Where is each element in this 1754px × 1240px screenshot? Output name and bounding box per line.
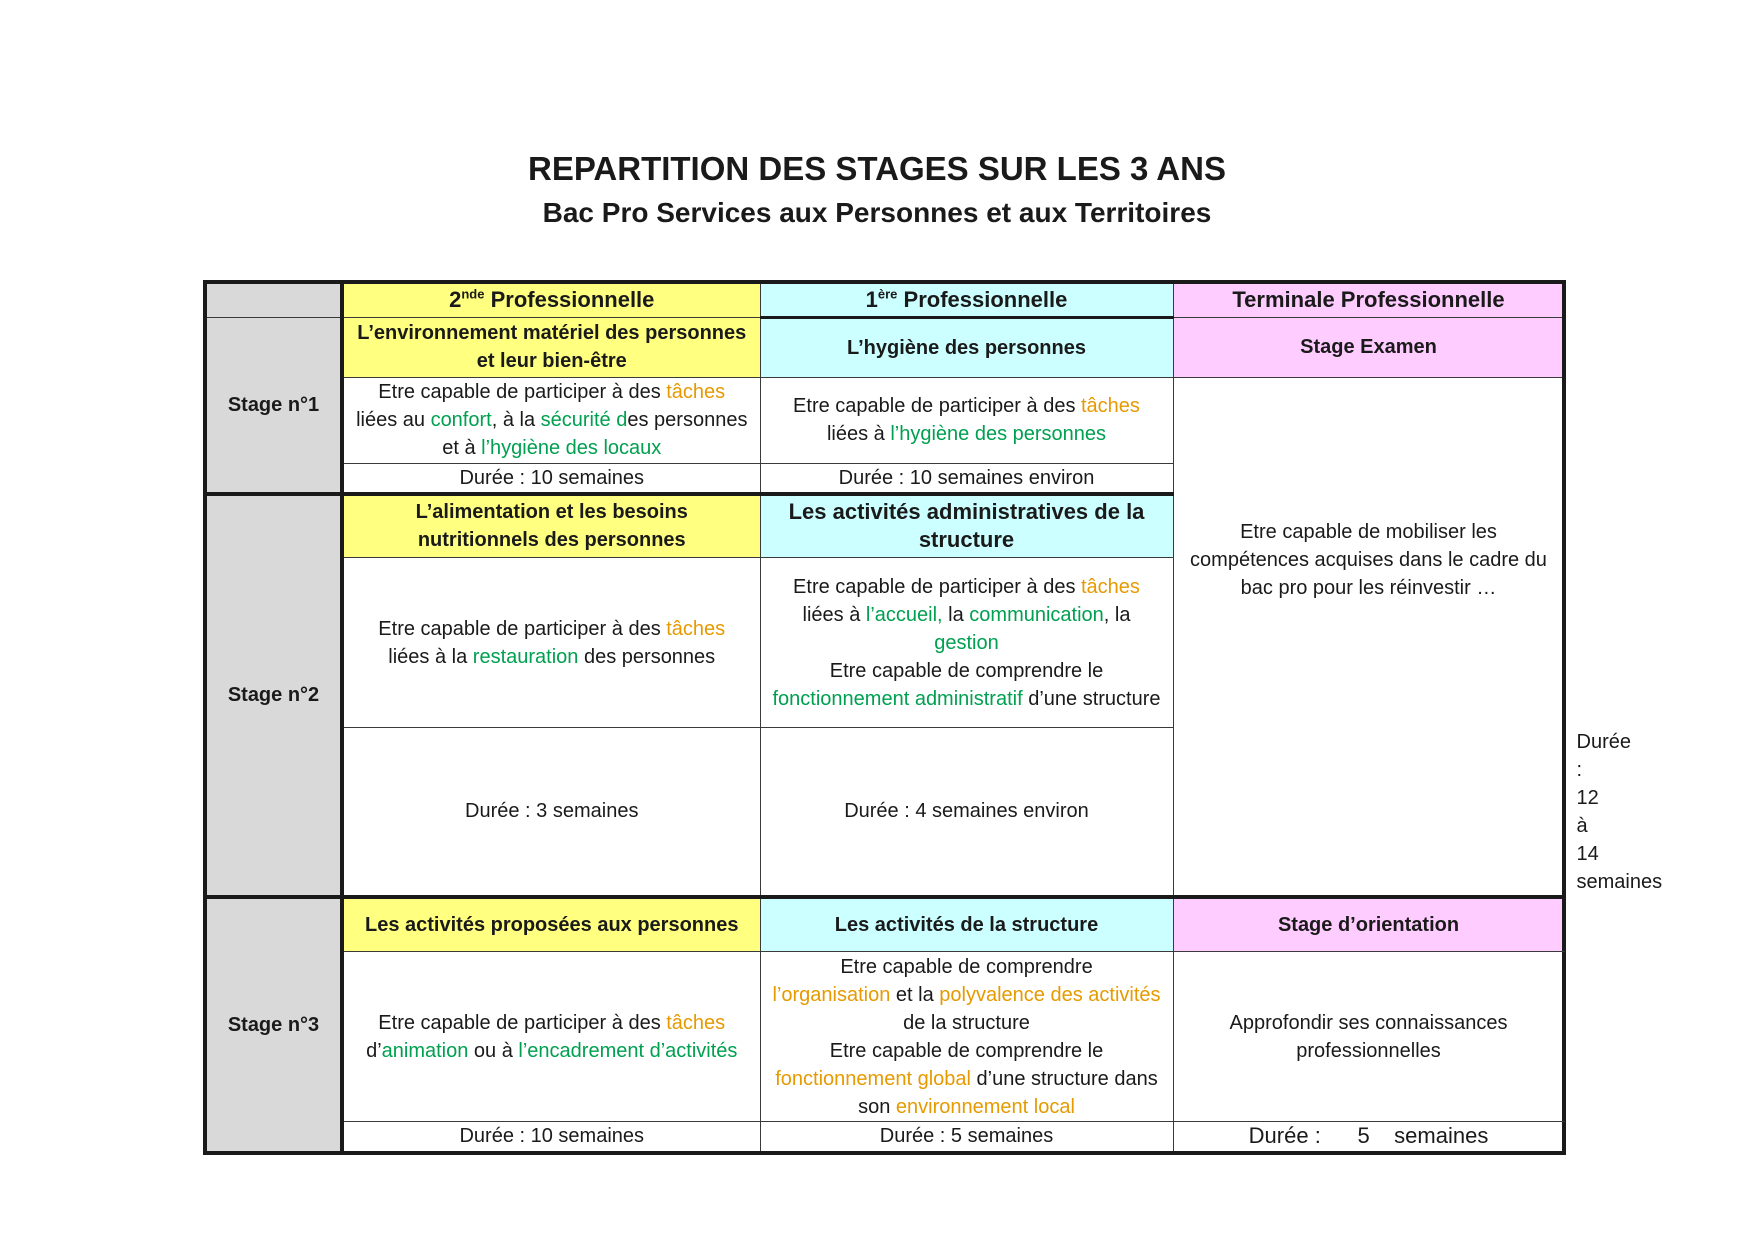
- s3-seconde-desc: Etre capable de participer à des tâches d’animation ou à l’encadrement d’activités: [342, 952, 760, 1122]
- s1-premiere-theme: L’hygiène des personnes: [760, 317, 1173, 377]
- stage-1-label: Stage n°1: [205, 317, 342, 494]
- level-header-premiere: 1ère Professionnelle: [760, 282, 1173, 317]
- stages-table: 2nde Professionnelle 1ère Professionnelle Terminale Professionnelle Stage n°1 L’environnement matériel des personnes et leur bien-être L’hygiène des personnes Stage Examen Etre capable de participer à des tâches liées au confort, à la sécurité des personnes et à l’hygiène des locaux Etre capable de participer à des tâches liées à l’hygiène des personnes Etre capable de mobiliser les compétences acquises dans le cadre du bac pro pour les réinvestir … Durée : 10 semaines Durée : 10 semaines environ Stage n°2 L’alimentation et les besoins nutritionnels des personnes Les activités administratives de la structure Etre capable de participer à des tâches liées à la restauration des personnes Etre capable de participer à des tâches liées à l’accueil, la communication, la gestion Etre capable de comprendre le fonctionnement administratif d’une structure Durée : 3 semaines Durée : 4 semaines environ Durée : 12 à 14 semaines Stage n°3 Les activités proposées aux personnes Les activités de la structure Stage d’orientation Etre capable de participer à des tâches d’animation ou à l’encadrement d’activités Etre capable de comprendre l’organisation et la polyvalence des activités de la structure Etre capable de comprendre le fonctionnement global d’une structure dans son environnement local Approfondir ses connaissances professionnelles Durée : 10 semaines Durée : 5 semaines Durée : 5 semaines: [203, 280, 1566, 1155]
- stage-3-label: Stage n°3: [205, 897, 342, 1153]
- s2-seconde-duree: Durée : 3 semaines: [342, 728, 760, 897]
- table-corner-cell: [205, 282, 342, 317]
- s2-seconde-desc: Etre capable de participer à des tâches liées à la restauration des personnes: [342, 558, 760, 728]
- level-header-terminale: Terminale Professionnelle: [1173, 282, 1564, 317]
- s2-premiere-theme: Les activités administratives de la structure: [760, 494, 1173, 558]
- s2-premiere-duree: Durée : 4 semaines environ: [760, 728, 1173, 897]
- level-header-seconde: 2nde Professionnelle: [342, 282, 760, 317]
- stage-2-label: Stage n°2: [205, 494, 342, 897]
- s1-terminale-theme: Stage Examen: [1173, 317, 1564, 377]
- s3-premiere-duree: Durée : 5 semaines: [760, 1122, 1173, 1153]
- s3-premiere-desc: Etre capable de comprendre l’organisation et la polyvalence des activités de la structure Etre capable de comprendre le fonctionnement global d’une structure dans son environnement local: [760, 952, 1173, 1122]
- s2-premiere-desc: Etre capable de participer à des tâches liées à l’accueil, la communication, la gestion Etre capable de comprendre le fonctionnement administratif d’une structure: [760, 558, 1173, 728]
- s3-seconde-theme: Les activités proposées aux personnes: [342, 897, 760, 952]
- s1-premiere-desc: Etre capable de participer à des tâches liées à l’hygiène des personnes: [760, 377, 1173, 463]
- s1-seconde-theme: L’environnement matériel des personnes et leur bien-être: [342, 317, 760, 377]
- s3-premiere-theme: Les activités de la structure: [760, 897, 1173, 952]
- s1-terminale-desc: Etre capable de mobiliser les compétences acquises dans le cadre du bac pro pour les réinvestir …: [1173, 377, 1564, 897]
- document-subtitle: Bac Pro Services aux Personnes et aux Territoires: [542, 197, 1212, 228]
- s3-terminale-theme: Stage d’orientation: [1173, 897, 1564, 952]
- s3-terminale-desc: Approfondir ses connaissances professionnelles: [1173, 952, 1564, 1122]
- s2-seconde-theme: L’alimentation et les besoins nutritionnels des personnes: [342, 494, 760, 558]
- s1-seconde-desc: Etre capable de participer à des tâches liées au confort, à la sécurité des personnes et à l’hygiène des locaux: [342, 377, 760, 463]
- document-title: REPARTITION DES STAGES SUR LES 3 ANS: [528, 150, 1226, 187]
- s3-terminale-duree: Durée : 5 semaines: [1173, 1122, 1564, 1153]
- s1-premiere-duree: Durée : 10 semaines environ: [760, 463, 1173, 494]
- s1-seconde-duree: Durée : 10 semaines: [342, 463, 760, 494]
- s3-seconde-duree: Durée : 10 semaines: [342, 1122, 760, 1153]
